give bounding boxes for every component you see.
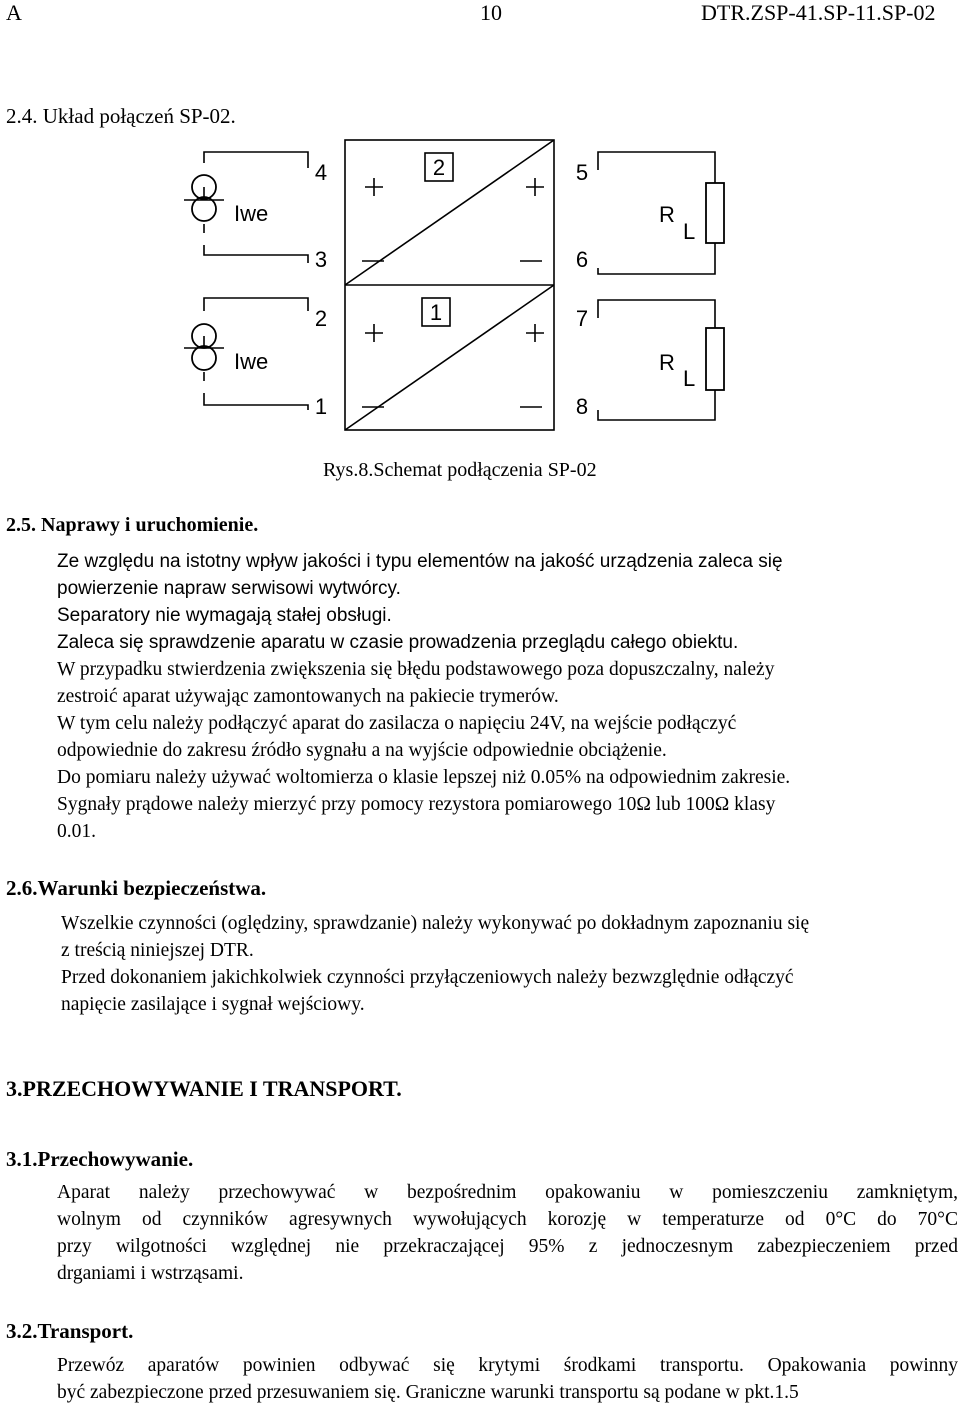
channel-number-bottom: 1 [429,300,443,325]
section-3-title: 3.PRZECHOWYWANIE I TRANSPORT. [6,1076,402,1101]
paragraph-line: być zabezpieczone przed przesuwaniem się. Graniczne warunki transportu są podane w pkt.1.5 [57,1382,799,1403]
paragraph-line: Wszelkie czynności (oględziny, sprawdzanie) należy wykonywać po dokładnym zapoznaniu się [61,913,810,934]
plus-sign-icon [526,324,544,342]
plus-sign-icon [526,178,544,196]
section-3-1-title: 3.1.Przechowywanie. [6,1147,194,1171]
terminal-2: 2 [314,306,328,331]
paragraph-line: przy wilgotności względnej nie przekraczającej 95% z jednoczesnym zabezpieczeniem przed [57,1236,958,1257]
section-2-5-body-serif [57,656,790,845]
terminal-8: 8 [575,394,589,419]
paragraph-line: W tym celu należy podłączyć aparat do zasilacza o napięciu 24V, na wejście podłączyć [57,713,737,734]
section-3-1-body [57,1179,958,1287]
load-label-bottom: R [659,350,675,375]
terminal-5: 5 [575,160,589,185]
paragraph-line: odpowiednie do zakresu źródło sygnału a na wyjście odpowiednie obciążenie. [57,740,667,761]
paragraph-line: Separatory nie wymagają stałej obsługi. [57,605,392,626]
input-label-bottom: Iwe [234,349,269,374]
terminal-1: 1 [314,394,328,419]
paragraph-line: W przypadku stwierdzenia zwiększenia się błędu podstawowego poza dopuszczalny, należy [57,659,775,680]
paragraph-line: Zaleca się sprawdzenie aparatu w czasie prowadzenia przeglądu całego obiektu. [57,632,739,653]
connection-diagram [0,0,960,490]
figure-caption: Rys.8.Schemat podłączenia SP-02 [323,459,597,481]
section-2-5-body [57,548,783,656]
paragraph-line: Ze względu na istotny wpływ jakości i typu elementów na jakość urządzenia zaleca się [57,551,783,572]
load-subscript-bottom: L [683,366,696,391]
paragraph-line: Przed dokonaniem jakichkolwiek czynności przyłączeniowych należy bezwzględnie odłączyć [61,967,794,988]
channel-number-top: 2 [432,155,446,180]
section-2-6-body [61,910,809,1018]
plus-sign-icon [365,178,383,196]
section-2-6-title: 2.6.Warunki bezpieczeństwa. [6,876,267,900]
paragraph-line: Sygnały prądowe należy mierzyć przy pomocy rezystora pomiarowego 10Ω lub 100Ω klasy [57,794,776,815]
section-2-5-title: 2.5. Naprawy i uruchomienie. [6,514,259,536]
paragraph-line: wolnym od czynników agresywnych wywołujących korozję w temperaturze od 0°C do 70°C [57,1209,958,1230]
section-3-2-body [57,1352,958,1406]
terminal-3: 3 [314,247,328,272]
page-number: 10 [480,0,502,25]
paragraph-line: 0.01. [57,821,96,842]
header-letter: A [6,0,22,25]
load-subscript-top: L [683,219,696,244]
section-2-4-title: 2.4. Układ połączeń SP-02. [6,104,236,128]
resistor-icon [706,183,724,243]
paragraph-line: zestroić aparat używając zamontowanych na pakiecie trymerów. [57,686,559,707]
paragraph-line: z treścią niniejszej DTR. [61,940,254,961]
document-code: DTR.ZSP-41.SP-11.SP-02 [701,0,936,25]
resistor-icon [706,328,724,390]
terminal-7: 7 [575,306,589,331]
load-label-top: R [659,202,675,227]
plus-sign-icon [365,324,383,342]
paragraph-line: napięcie zasilające i sygnał wejściowy. [61,994,365,1015]
paragraph-line: powierzenie napraw serwisowi wytwórcy. [57,578,401,599]
paragraph-line: Aparat należy przechowywać w bezpośrednim opakowaniu w pomieszczeniu zamkniętym, [57,1182,958,1203]
terminal-4: 4 [314,160,328,185]
terminal-6: 6 [575,247,589,272]
section-3-2-title: 3.2.Transport. [6,1319,134,1343]
paragraph-line: Przewóz aparatów powinien odbywać się krytymi środkami transportu. Opakowania powinny [57,1355,958,1376]
input-label-top: Iwe [234,201,269,226]
paragraph-line: Do pomiaru należy używać woltomierza o klasie lepszej niż 0.05% na odpowiednim zakresie. [57,767,791,788]
paragraph-line: drganiami i wstrząsami. [57,1263,244,1284]
